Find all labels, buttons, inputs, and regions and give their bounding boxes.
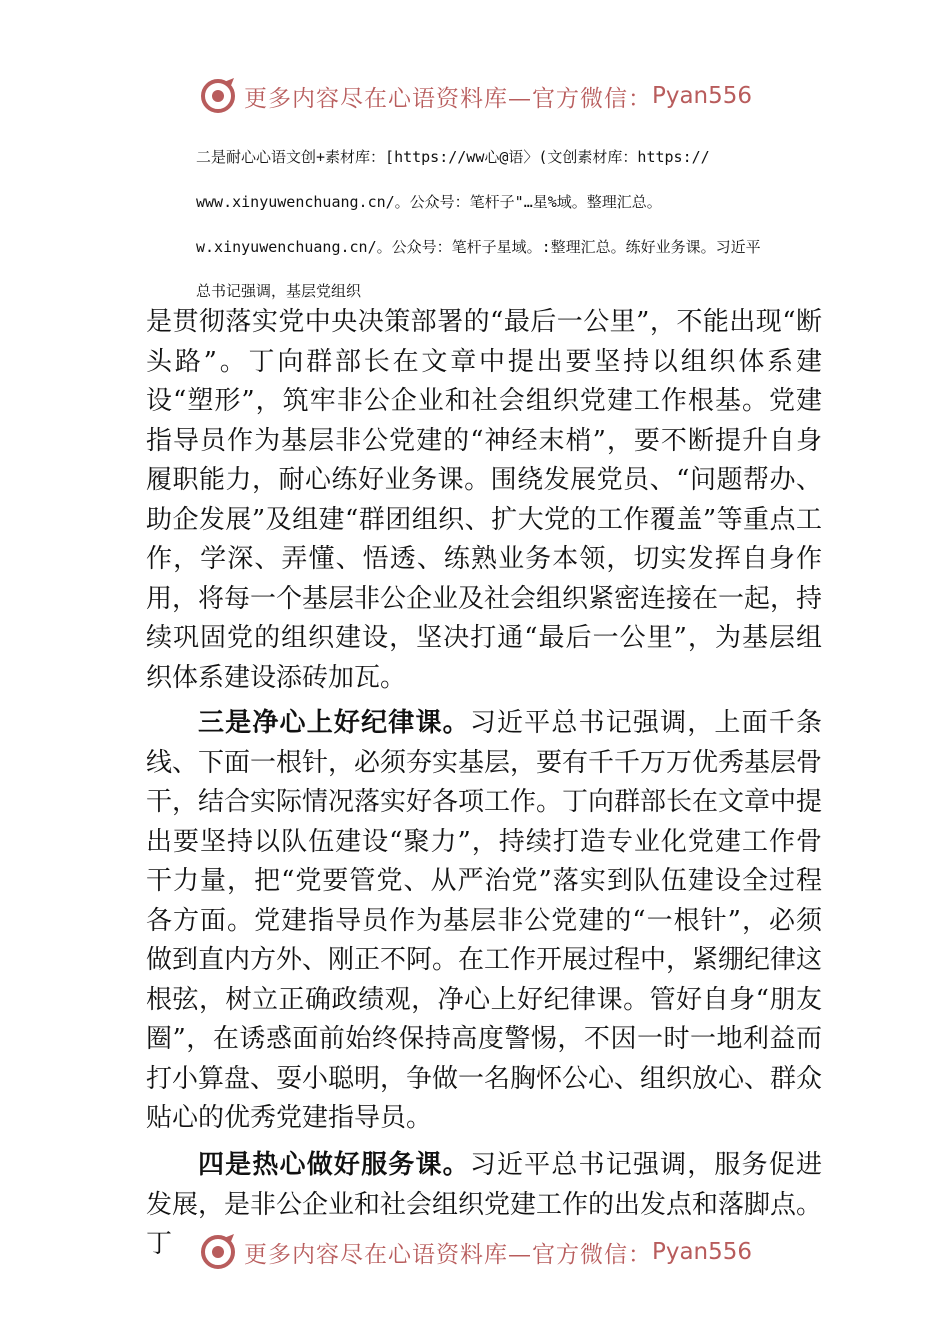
brand-logo-icon [198, 1232, 238, 1272]
paragraph-text: 习近平总书记强调，服务促进发展，是非公企业和社会组织党建工作的出发点和落脚点。丁 [146, 1150, 823, 1259]
top-watermark-banner [0, 66, 950, 126]
bottom-watermark-banner [0, 1222, 950, 1282]
paragraph-text: 是贯彻落实党中央决策部署的“最后一公里”，不能出现“断头路”。丁向群部长在文章中提出要坚持以组织体系建设“塑形”，筑牢非公企业和社会组织党建工作根基。党建指导员作为基层非公党建的“神经末梢”，要不断提升自身履职能力，耐心练好业务课。围绕发展党员、“问题帮办、助企发展”及组建“群团组织、扩大党的工作覆盖”等重点工作，学深、弄懂、悟透、练熟业务本领，切实发挥自身作用，将每一个基层非公企业及社会组织紧密连接在一起，持续巩固党的组织建设，坚决打通“最后一公里”，为基层组织体系建设添砖加瓦。 [146, 307, 823, 693]
body-paragraph-2 [146, 704, 822, 1139]
paragraph-text: 习近平总书记强调，上面千条线、下面一根针，必须夯实基层，要有千千万万优秀基层骨干，结合实际情况落实好各项工作。丁向群部长在文章中提出要坚持以队伍建设“聚力”，持续打造专业化党建工作骨干力量，把“党要管党、从严治党”落实到队伍建设全过程各方面。党建指导员作为基层非公党建的“一根针”，必须做到直内方外、刚正不阿。在工作开展过程中，紧绷纪律这根弦，树立正确政绩观，净心上好纪律课。管好自身“朋友圈”，在诱惑面前始终保持高度警惕，不因一时一地利益而打小算盘、耍小聪明，争做一名胸怀公心、组织放心、群众贴心的优秀党建指导员。 [146, 708, 823, 1133]
header-note-line-3: w.xinyuwenchuang.cn/。公众号：笔杆子星域。:整理汇总。练好业务课。习近平 [196, 238, 761, 256]
banner-wechat-id: Pyan556 [651, 1239, 753, 1265]
brand-logo-icon [198, 76, 238, 116]
paragraph-lead: 四是热心做好服务课。 [198, 1150, 470, 1180]
header-note-line-1: 二是耐心心语文创+素材库：[https://ww心@语〉(文创素材库：https:// [196, 148, 710, 166]
banner-text: 更多内容尽在心语资料库—官方微信： [243, 85, 652, 112]
header-note-line-4: 总书记强调，基层党组织 [196, 282, 362, 300]
banner-text: 更多内容尽在心语资料库—官方微信： [243, 1241, 652, 1268]
body-paragraph-1 [146, 303, 822, 698]
banner-wechat-id: Pyan556 [651, 83, 753, 109]
paragraph-lead: 三是净心上好纪律课。 [198, 708, 470, 738]
header-note-line-2: www.xinyuwenchuang.cn/。公众号：笔杆子"…星%域。整理汇总。 [196, 193, 662, 211]
